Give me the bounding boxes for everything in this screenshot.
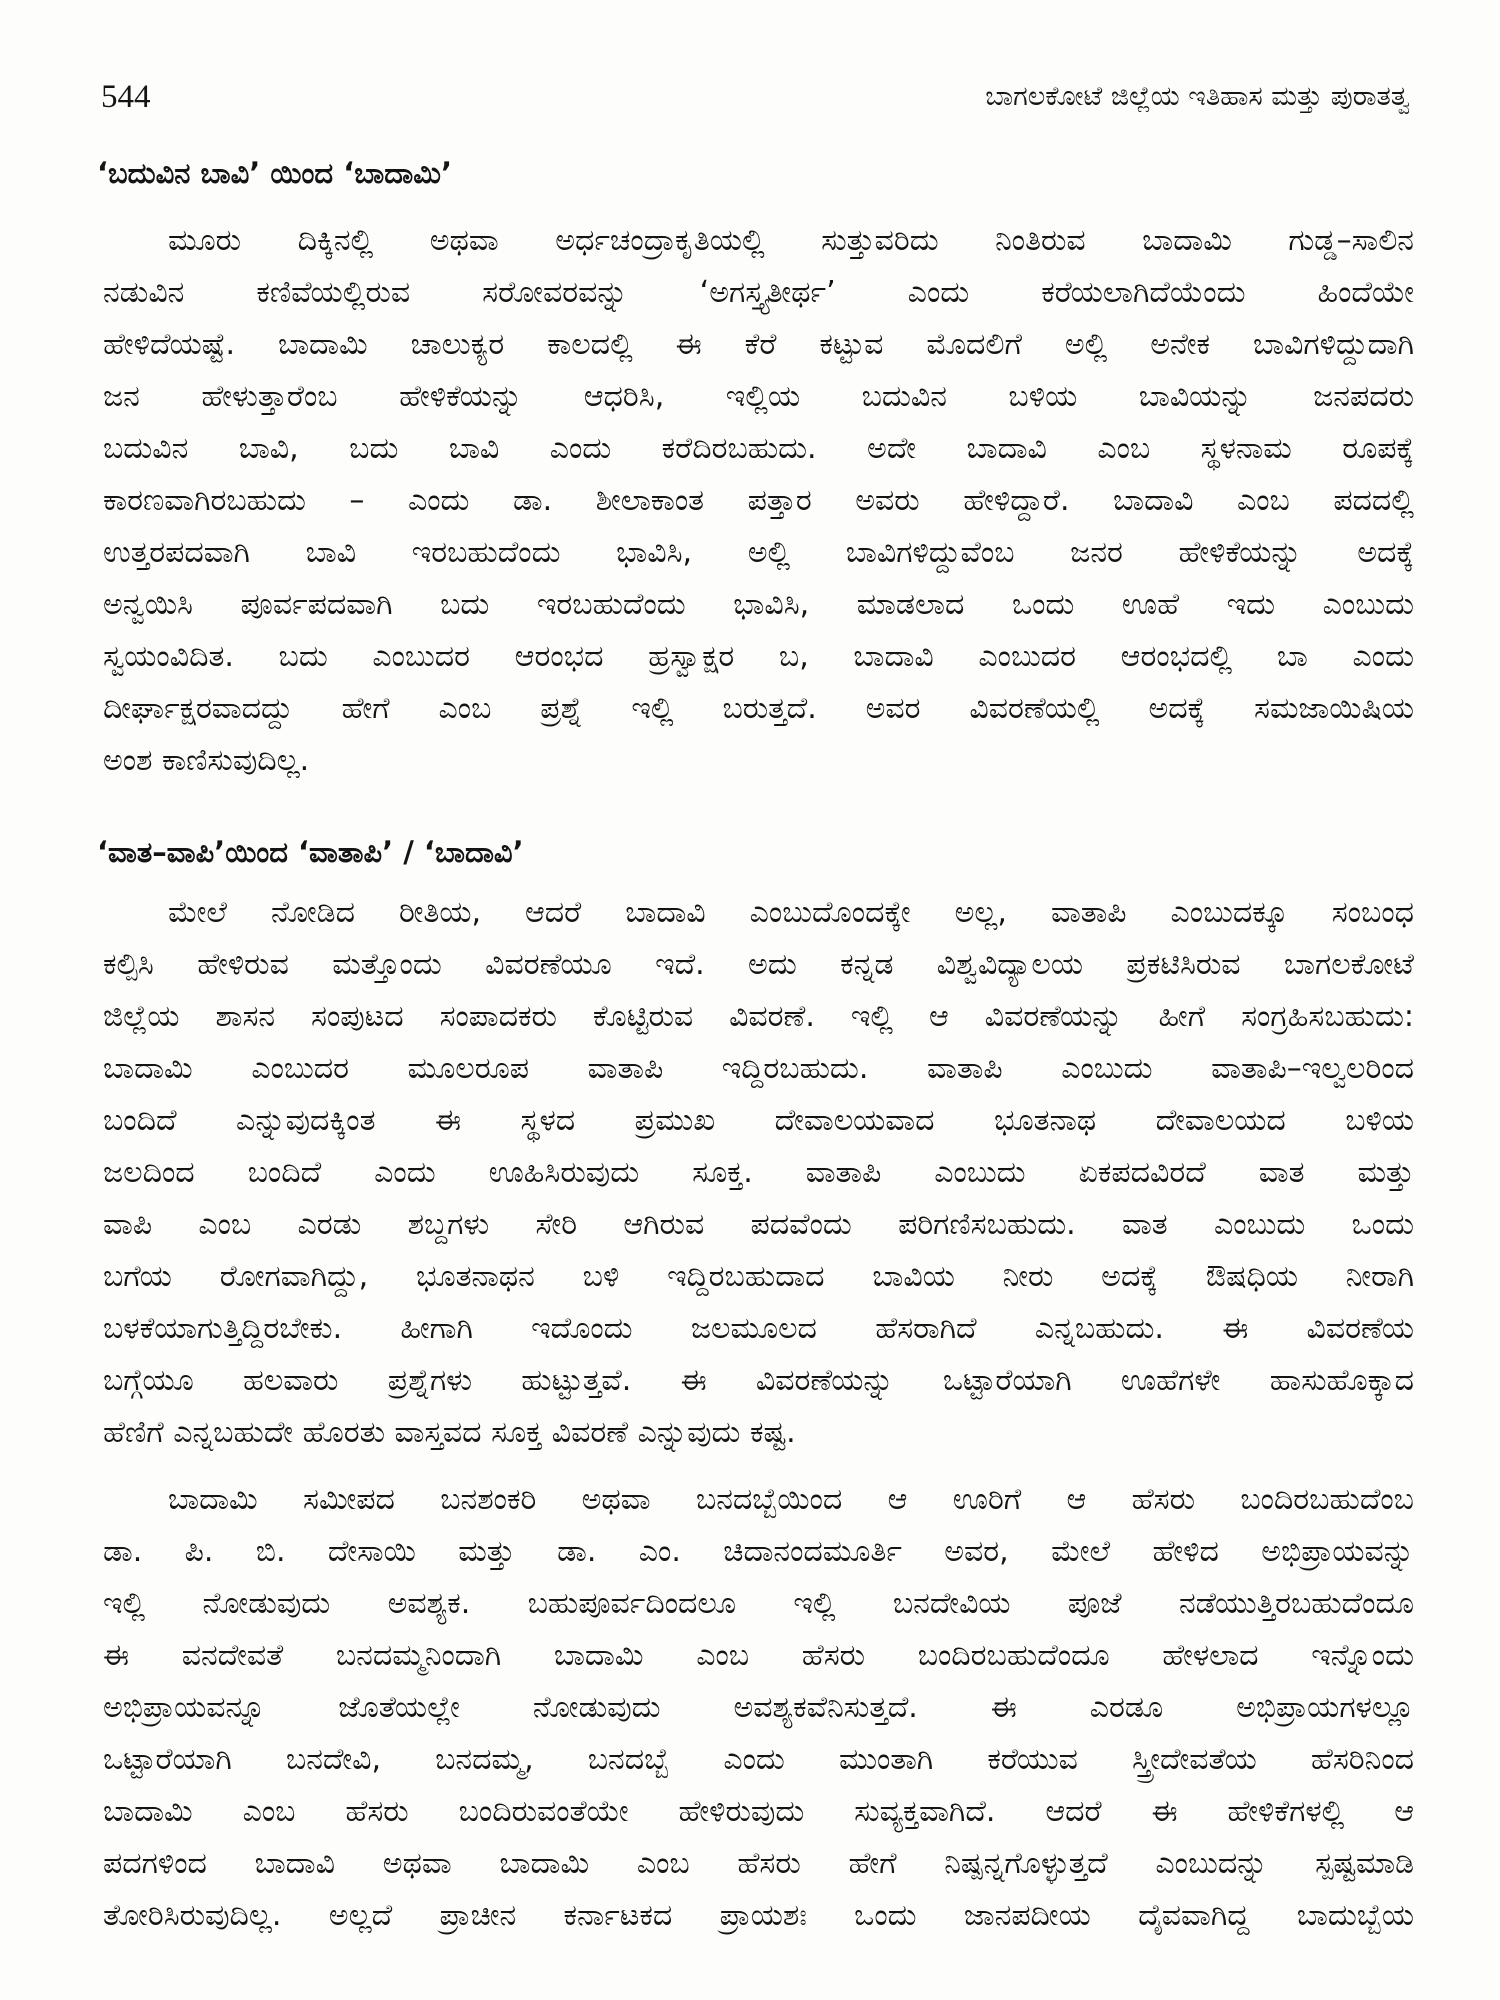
text-line: ಇಲ್ಲಿ ನೋಡುವುದು ಅವಶ್ಯಕ. ಬಹುಪೂರ್ವದಿಂದಲೂ ಇಲ್ಲಿ ಬನದೇವಿಯ ಪೂಜೆ ನಡೆಯುತ್ತಿರಬಹುದೆಂದೂ [103, 1586, 1414, 1621]
text-line: ಈ ವನದೇವತೆ ಬನದಮ್ಮನಿಂದಾಗಿ ಬಾದಾಮಿ ಎಂಬ ಹೆಸರು ಬಂದಿರಬಹುದೆಂದೂ ಹೇಳಲಾದ ಇನ್ನೊಂದು [103, 1638, 1414, 1673]
page-header [101, 77, 1410, 117]
text-line: ಸ್ವಯಂವಿದಿತ. ಬದು ಎಂಬುದರ ಆರಂಭದ ಹ್ರಸ್ವಾಕ್ಷರ ಬ, ಬಾದಾವಿ ಎಂಬುದರ ಆರಂಭದಲ್ಲಿ ಬಾ ಎಂದು [103, 639, 1414, 674]
text-line: ಒಟ್ಟಾರೆಯಾಗಿ ಬನದೇವಿ, ಬನದಮ್ಮ, ಬನದಬ್ಬೆ ಎಂದು ಮುಂತಾಗಿ ಕರೆಯುವ ಸ್ತ್ರೀದೇವತೆಯ ಹೆಸರಿನಿಂದ [103, 1742, 1414, 1777]
section-heading: ‘ವಾತ–ವಾಪಿ’ಯಿಂದ ‘ವಾತಾಪಿ’ / ‘ಬಾದಾವಿ’ [97, 835, 524, 869]
paragraph [103, 1474, 1414, 1942]
text-line: ಡಾ. ಪಿ. ಬಿ. ದೇಸಾಯಿ ಮತ್ತು ಡಾ. ಎಂ. ಚಿದಾನಂದಮೂರ್ತಿ ಅವರ, ಮೇಲೆ ಹೇಳಿದ ಅಭಿಪ್ರಾಯವನ್ನು [103, 1534, 1414, 1569]
text-line: ಬದುವಿನ ಬಾವಿ, ಬದು ಬಾವಿ ಎಂದು ಕರೆದಿರಬಹುದು. ಅದೇ ಬಾದಾವಿ ಎಂಬ ಸ್ಥಳನಾಮ ರೂಪಕ್ಕೆ [103, 431, 1414, 466]
text-line: ಜಿಲ್ಲೆಯ ಶಾಸನ ಸಂಪುಟದ ಸಂಪಾದಕರು ಕೊಟ್ಟಿರುವ ವಿವರಣೆ. ಇಲ್ಲಿ ಆ ವಿವರಣೆಯನ್ನು ಹೀಗೆ ಸಂಗ್ರಹಿಸಬಹುದು: [103, 999, 1414, 1034]
text-line: ಮೇಲೆ ನೋಡಿದ ರೀತಿಯ, ಆದರೆ ಬಾದಾವಿ ಎಂಬುದೊಂದಕ್ಕೇ ಅಲ್ಲ, ವಾತಾಪಿ ಎಂಬುದಕ್ಕೂ ಸಂಬಂಧ [168, 895, 1414, 930]
text-line: ಅಂಶ ಕಾಣಿಸುವುದಿಲ್ಲ. [103, 743, 310, 778]
paragraph [103, 887, 1414, 1459]
text-line: ಕಲ್ಪಿಸಿ ಹೇಳಿರುವ ಮತ್ತೊಂದು ವಿವರಣೆಯೂ ಇದೆ. ಅದು ಕನ್ನಡ ವಿಶ್ವವಿದ್ಯಾಲಯ ಪ್ರಕಟಿಸಿರುವ ಬಾಗಲಕೋಟೆ [103, 947, 1414, 982]
text-line: ಬಂದಿದೆ ಎನ್ನುವುದಕ್ಕಿಂತ ಈ ಸ್ಥಳದ ಪ್ರಮುಖ ದೇವಾಲಯವಾದ ಭೂತನಾಥ ದೇವಾಲಯದ ಬಳಿಯ [103, 1103, 1414, 1138]
section-heading: ‘ಬದುವಿನ ಬಾವಿ’ ಯಿಂದ ‘ಬಾದಾಮಿ’ [97, 156, 452, 190]
text-line: ಹೆಣಿಗೆ ಎನ್ನಬಹುದೇ ಹೊರತು ವಾಸ್ತವದ ಸೂಕ್ತ ವಿವರಣೆ ಎನ್ನುವುದು ಕಷ್ಟ. [103, 1415, 796, 1450]
text-line: ಅನ್ವಯಿಸಿ ಪೂರ್ವಪದವಾಗಿ ಬದು ಇರಬಹುದೆಂದು ಭಾವಿಸಿ, ಮಾಡಲಾದ ಒಂದು ಊಹೆ ಇದು ಎಂಬುದು [103, 587, 1414, 622]
text-line: ಕಾರಣವಾಗಿರಬಹುದು – ಎಂದು ಡಾ. ಶೀಲಾಕಾಂತ ಪತ್ತಾರ ಅವರು ಹೇಳಿದ್ದಾರೆ. ಬಾದಾವಿ ಎಂಬ ಪದದಲ್ಲಿ [103, 483, 1414, 518]
text-line: ಹೇಳಿದೆಯಷ್ಟೆ. ಬಾದಾಮಿ ಚಾಲುಕ್ಯರ ಕಾಲದಲ್ಲಿ ಈ ಕೆರೆ ಕಟ್ಟುವ ಮೊದಲಿಗೆ ಅಲ್ಲಿ ಅನೇಕ ಬಾವಿಗಳಿದ್ದುದಾಗಿ [103, 327, 1414, 362]
text-line: ಬಗೆಯ ರೋಗವಾಗಿದ್ದು, ಭೂತನಾಥನ ಬಳಿ ಇದ್ದಿರಬಹುದಾದ ಬಾವಿಯ ನೀರು ಅದಕ್ಕೆ ಔಷಧಿಯ ನೀರಾಗಿ [103, 1259, 1414, 1294]
text-line: ತೋರಿಸಿರುವುದಿಲ್ಲ. ಅಲ್ಲದೆ ಪ್ರಾಚೀನ ಕರ್ನಾಟಕದ ಪ್ರಾಯಶಃ ಒಂದು ಜಾನಪದೀಯ ದೈವವಾಗಿದ್ದ ಬಾದುಬ್ಬೆಯ [103, 1898, 1414, 1933]
page-number: 544 [101, 79, 151, 115]
text-line: ಅಭಿಪ್ರಾಯವನ್ನೂ ಜೊತೆಯಲ್ಲೇ ನೋಡುವುದು ಅವಶ್ಯಕವೆನಿಸುತ್ತದೆ. ಈ ಎರಡೂ ಅಭಿಪ್ರಾಯಗಳಲ್ಲೂ [103, 1690, 1414, 1725]
text-line: ವಾಪಿ ಎಂಬ ಎರಡು ಶಬ್ದಗಳು ಸೇರಿ ಆಗಿರುವ ಪದವೆಂದು ಪರಿಗಣಿಸಬಹುದು. ವಾತ ಎಂಬುದು ಒಂದು [103, 1207, 1414, 1242]
text-line: ಬಗ್ಗೆಯೂ ಹಲವಾರು ಪ್ರಶ್ನೆಗಳು ಹುಟ್ಟುತ್ತವೆ. ಈ ವಿವರಣೆಯನ್ನು ಒಟ್ಟಾರೆಯಾಗಿ ಊಹೆಗಳೇ ಹಾಸುಹೊಕ್ಕಾದ [103, 1363, 1414, 1398]
running-title: ಬಾಗಲಕೋಟೆ ಜಿಲ್ಲೆಯ ಇತಿಹಾಸ ಮತ್ತು ಪುರಾತತ್ವ [985, 81, 1410, 112]
text-line: ಬಾದಾಮಿ ಎಂಬುದರ ಮೂಲರೂಪ ವಾತಾಪಿ ಇದ್ದಿರಬಹುದು. ವಾತಾಪಿ ಎಂಬುದು ವಾತಾಪಿ–ಇಲ್ವಲರಿಂದ [103, 1051, 1414, 1086]
text-line: ಬಳಕೆಯಾಗುತ್ತಿದ್ದಿರಬೇಕು. ಹೀಗಾಗಿ ಇದೊಂದು ಜಲಮೂಲದ ಹೆಸರಾಗಿದೆ ಎನ್ನಬಹುದು. ಈ ವಿವರಣೆಯ [103, 1311, 1414, 1346]
text-line: ಪದಗಳಿಂದ ಬಾದಾವಿ ಅಥವಾ ಬಾದಾಮಿ ಎಂಬ ಹೆಸರು ಹೇಗೆ ನಿಷ್ಪನ್ನಗೊಳ್ಳುತ್ತದೆ ಎಂಬುದನ್ನು ಸ್ಪಷ್ಟಮಾಡಿ [103, 1846, 1414, 1881]
text-line: ಬಾದಾಮಿ ಎಂಬ ಹೆಸರು ಬಂದಿರುವಂತೆಯೇ ಹೇಳಿರುವುದು ಸುವ್ಯಕ್ತವಾಗಿದೆ. ಆದರೆ ಈ ಹೇಳಿಕೆಗಳಲ್ಲಿ ಆ [103, 1794, 1414, 1829]
text-line: ಬಾದಾಮಿ ಸಮೀಪದ ಬನಶಂಕರಿ ಅಥವಾ ಬನದಬ್ಬೆಯಿಂದ ಆ ಊರಿಗೆ ಆ ಹೆಸರು ಬಂದಿರಬಹುದೆಂಬ [168, 1482, 1414, 1517]
text-line: ಜನ ಹೇಳುತ್ತಾರೆಂಬ ಹೇಳಿಕೆಯನ್ನು ಆಧರಿಸಿ, ಇಲ್ಲಿಯ ಬದುವಿನ ಬಳಿಯ ಬಾವಿಯನ್ನು ಜನಪದರು [103, 379, 1414, 414]
paragraph [103, 215, 1414, 787]
text-line: ಉತ್ತರಪದವಾಗಿ ಬಾವಿ ಇರಬಹುದೆಂದು ಭಾವಿಸಿ, ಅಲ್ಲಿ ಬಾವಿಗಳಿದ್ದುವೆಂಬ ಜನರ ಹೇಳಿಕೆಯನ್ನು ಅದಕ್ಕೆ [103, 535, 1414, 570]
text-line: ಮೂರು ದಿಕ್ಕಿನಲ್ಲಿ ಅಥವಾ ಅರ್ಧಚಂದ್ರಾಕೃತಿಯಲ್ಲಿ ಸುತ್ತುವರಿದು ನಿಂತಿರುವ ಬಾದಾಮಿ ಗುಡ್ಡ–ಸಾಲಿನ [168, 223, 1414, 258]
text-line: ನಡುವಿನ ಕಣಿವೆಯಲ್ಲಿರುವ ಸರೋವರವನ್ನು ‘ಅಗಸ್ತ್ಯತೀರ್ಥ’ ಎಂದು ಕರೆಯಲಾಗಿದೆಯೆಂದು ಹಿಂದೆಯೇ [103, 275, 1414, 310]
text-line: ದೀರ್ಘಾಕ್ಷರವಾದದ್ದು ಹೇಗೆ ಎಂಬ ಪ್ರಶ್ನೆ ಇಲ್ಲಿ ಬರುತ್ತದೆ. ಅವರ ವಿವರಣೆಯಲ್ಲಿ ಅದಕ್ಕೆ ಸಮಜಾಯಿಷಿಯ [103, 691, 1414, 726]
text-line: ಜಲದಿಂದ ಬಂದಿದೆ ಎಂದು ಊಹಿಸಿರುವುದು ಸೂಕ್ತ. ವಾತಾಪಿ ಎಂಬುದು ಏಕಪದವಿರದೆ ವಾತ ಮತ್ತು [103, 1155, 1414, 1190]
